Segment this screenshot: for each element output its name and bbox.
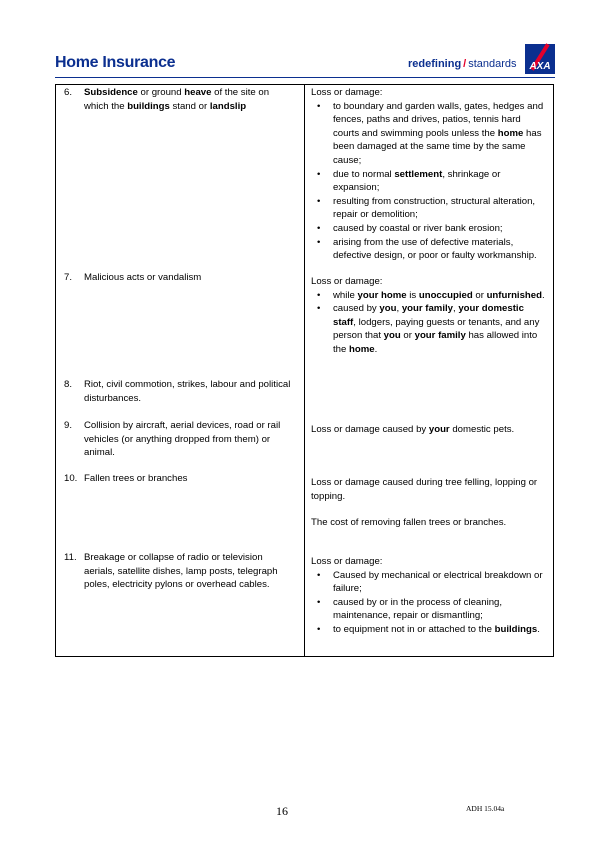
row-7-cause-text: Malicious acts or vandalism bbox=[84, 272, 202, 283]
term-home: home bbox=[349, 343, 375, 355]
row-6-exclusions bbox=[311, 86, 547, 263]
row-number: 10. bbox=[64, 473, 78, 484]
exclusion-text: Loss or damage caused during tree felling, lopping or topping. bbox=[311, 477, 538, 502]
text: of the site on which the bbox=[84, 87, 270, 112]
row-10-exclusions bbox=[311, 476, 547, 530]
text: . bbox=[537, 623, 540, 635]
text: caused by bbox=[333, 303, 380, 315]
text: or bbox=[472, 289, 487, 301]
exclusions-intro: Loss or damage: bbox=[311, 556, 383, 567]
list-item: • arising from the use of defective materials, defective design, or poor or faulty workmanship. bbox=[311, 236, 547, 263]
row-number: 8. bbox=[64, 379, 73, 390]
text: Loss or damage caused by bbox=[311, 424, 429, 435]
text: to equipment not in or attached to the bbox=[333, 623, 495, 635]
text: is bbox=[406, 289, 419, 301]
tagline-standards: standards bbox=[468, 58, 517, 70]
cover-table bbox=[55, 84, 554, 657]
list-item: • caused by or in the process of cleaning, maintenance, repair or dismantling; bbox=[311, 596, 547, 623]
list-item: • resulting from construction, structural alteration, repair or demolition; bbox=[311, 195, 547, 222]
list-item bbox=[311, 623, 547, 637]
text: . bbox=[542, 289, 545, 301]
term-your-home: your home bbox=[357, 289, 407, 301]
text: . bbox=[374, 343, 378, 355]
exclusions-intro: Loss or damage: bbox=[311, 87, 383, 98]
term-buildings: buildings bbox=[494, 623, 538, 635]
row-11-cause-text: Breakage or collapse of radio or television aerials, satellite dishes, lamp posts, telegraph poles, electricity pylons or overhead cables. bbox=[84, 552, 278, 591]
term-heave: heave bbox=[184, 87, 212, 98]
list-item bbox=[311, 289, 547, 303]
tagline-redefining: redefining bbox=[408, 58, 462, 70]
page-title: Home Insurance bbox=[55, 54, 176, 71]
text: or ground bbox=[137, 87, 185, 98]
term-your-family: your family bbox=[414, 330, 466, 342]
text: due to normal bbox=[333, 168, 395, 180]
term-your-family: your family bbox=[401, 303, 453, 315]
term-you: you bbox=[379, 303, 397, 315]
text: while bbox=[333, 289, 358, 301]
logo-text: AXA bbox=[529, 61, 551, 72]
list-item bbox=[311, 100, 547, 168]
term-you: you bbox=[383, 330, 401, 342]
exclusions-list bbox=[311, 569, 547, 637]
row-number: 9. bbox=[64, 420, 73, 431]
row-11-exclusions bbox=[311, 555, 547, 637]
row-6-cause-text bbox=[84, 86, 294, 113]
exclusions-list bbox=[311, 100, 547, 263]
list-item bbox=[311, 168, 547, 195]
row-number: 11. bbox=[64, 552, 77, 563]
term-unfurnished: unfurnished bbox=[486, 289, 542, 301]
row-8-cause-text: Riot, civil commotion, strikes, labour and political disturbances. bbox=[84, 379, 291, 404]
text: domestic pets. bbox=[449, 424, 515, 435]
row-number: 7. bbox=[64, 272, 73, 283]
exclusion-text bbox=[311, 423, 547, 437]
row-9-exclusions bbox=[311, 423, 547, 437]
list-item: • Caused by mechanical or electrical breakdown or failure; bbox=[311, 569, 547, 596]
tagline-slash: / bbox=[463, 58, 467, 70]
page-header bbox=[55, 52, 555, 76]
text: , bbox=[453, 303, 459, 315]
term-home: home bbox=[497, 127, 524, 139]
text: has been damaged at the same time by the same cause; bbox=[333, 127, 542, 166]
term-buildings: buildings bbox=[127, 100, 170, 112]
text: has allowed into the bbox=[333, 330, 538, 355]
list-item: • caused by coastal or river bank erosion; bbox=[311, 222, 547, 236]
exclusion-text: The cost of removing fallen trees or branches. bbox=[311, 517, 507, 529]
document-reference: ADH 15.04a bbox=[466, 804, 505, 813]
text: or bbox=[400, 330, 415, 342]
text: , bbox=[396, 303, 402, 315]
brand-tagline bbox=[408, 58, 517, 70]
term-settlement: settlement bbox=[394, 168, 443, 180]
text: , shrinkage or expansion; bbox=[333, 168, 501, 194]
exclusions-list bbox=[311, 289, 547, 357]
term-subsidence: Subsidence bbox=[84, 87, 138, 98]
list-item bbox=[311, 302, 547, 356]
page-number: 16 bbox=[276, 804, 288, 818]
text: stand or bbox=[169, 100, 210, 112]
term-unoccupied: unoccupied bbox=[418, 289, 473, 301]
row-9-cause-text: Collision by aircraft, aerial devices, road or rail vehicles (or anything dropped from them) or animal. bbox=[84, 420, 281, 459]
exclusions-intro: Loss or damage: bbox=[311, 276, 383, 287]
row-number: 6. bbox=[64, 87, 73, 98]
row-10-cause-text: Fallen trees or branches bbox=[84, 473, 188, 484]
text: to boundary and garden walls, gates, hedges and fences, paths and drives, patios, tennis hard courts and swimming pools unless the bbox=[333, 100, 544, 139]
term-landslip: landslip bbox=[209, 100, 247, 112]
term-your-domestic-staff: your domestic staff bbox=[333, 303, 524, 328]
column-divider bbox=[304, 85, 305, 656]
header-rule bbox=[55, 77, 555, 78]
text: , lodgers, paying guests or tenants, and any person that bbox=[333, 316, 540, 342]
row-7-exclusions bbox=[311, 275, 547, 357]
term-your: your bbox=[428, 424, 450, 435]
axa-logo-icon bbox=[525, 44, 555, 74]
